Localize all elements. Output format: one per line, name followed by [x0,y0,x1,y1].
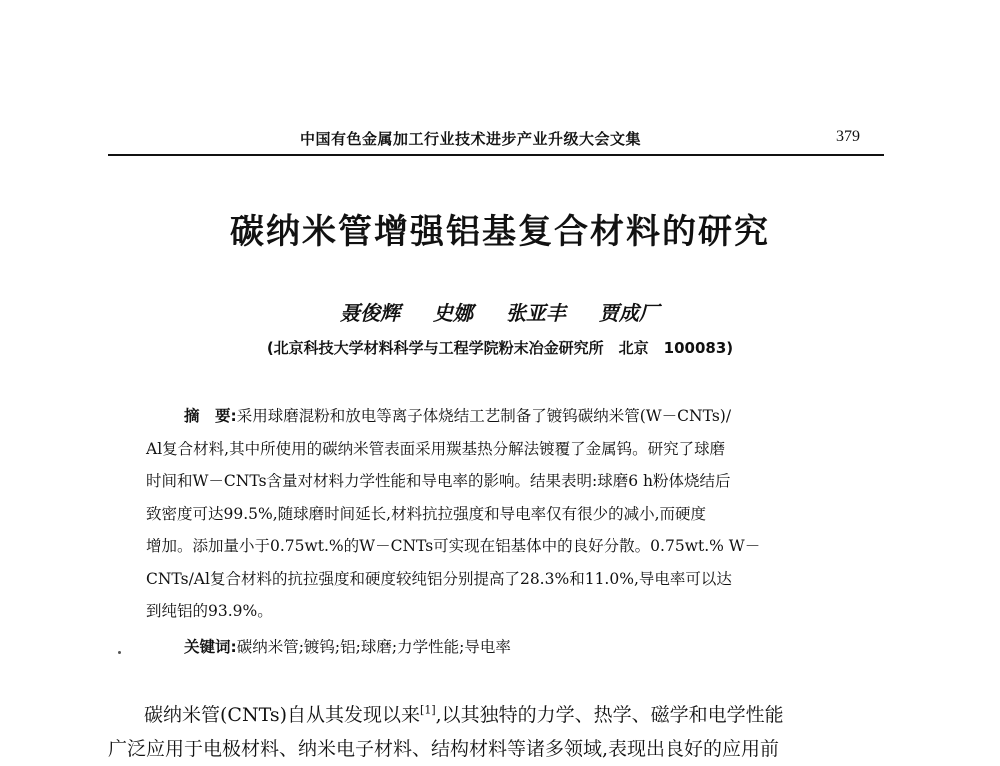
keywords [184,635,511,657]
abstract-line: 增加。添加量小于0.75wt.%的W－CNTs可实现在铝基体中的良好分散。0.75wt.% W－ [146,537,761,555]
keywords-label: 关键词: [184,638,237,656]
abstract-text: 采用球磨混粉和放电等离子体烧结工艺制备了镀钨碳纳米管(W－CNTs)/ [236,407,732,425]
affiliation: (北京科技大学材料科学与工程学院粉末冶金研究所 北京 100083) [266,339,734,357]
abstract-line [146,400,846,433]
abstract-line: 到纯铝的93.9%。 [146,602,273,620]
body-text [108,698,884,766]
author-name: 贾成厂 [598,301,659,325]
author-name: 张亚丰 [505,301,566,325]
abstract-line: CNTs/Al复合材料的抗拉强度和硬度较纯铝分别提高了28.3%和11.0%,导电率可以达 [146,569,732,588]
abstract-line: 时间和W－CNTs含量对材料力学性能和导电率的影响。结果表明:球磨6 h粉体烧结后 [146,472,731,490]
citation-ref[interactable]: [1] [420,703,436,717]
author-name: 史娜 [432,301,473,325]
abstract-line: Al复合材料,其中所使用的碳纳米管表面采用羰基热分解法镀覆了金属钨。研究了球磨 [146,439,726,458]
keywords-text: 碳纳米管;镀钨;铝;球磨;力学性能;导电率 [236,638,511,656]
margin-mark [118,651,121,654]
body-text-segment: 碳纳米管(CNTs)自从其发现以来 [144,704,421,726]
proceedings-title: 中国有色金属加工行业技术进步产业升级大会文集 [300,130,642,148]
body-text-segment: ,以其独特的力学、热学、磁学和电学性能 [435,704,784,726]
body-line [108,698,884,732]
author-list [340,297,685,326]
abstract [146,400,846,628]
page-number: 379 [836,128,860,145]
body-line: 广泛应用于电极材料、纳米电子材料、结构材料等诸多领域,表现出良好的应用前 [108,738,780,760]
paper-title: 碳纳米管增强铝基复合材料的研究 [230,212,770,252]
running-header [108,126,884,156]
abstract-line: 致密度可达99.5%,随球磨时间延长,材料抗拉强度和导电率仅有很少的减小,而硬度 [146,504,707,523]
abstract-label: 摘 要: [184,407,237,425]
author-name: 聂俊辉 [340,301,400,325]
